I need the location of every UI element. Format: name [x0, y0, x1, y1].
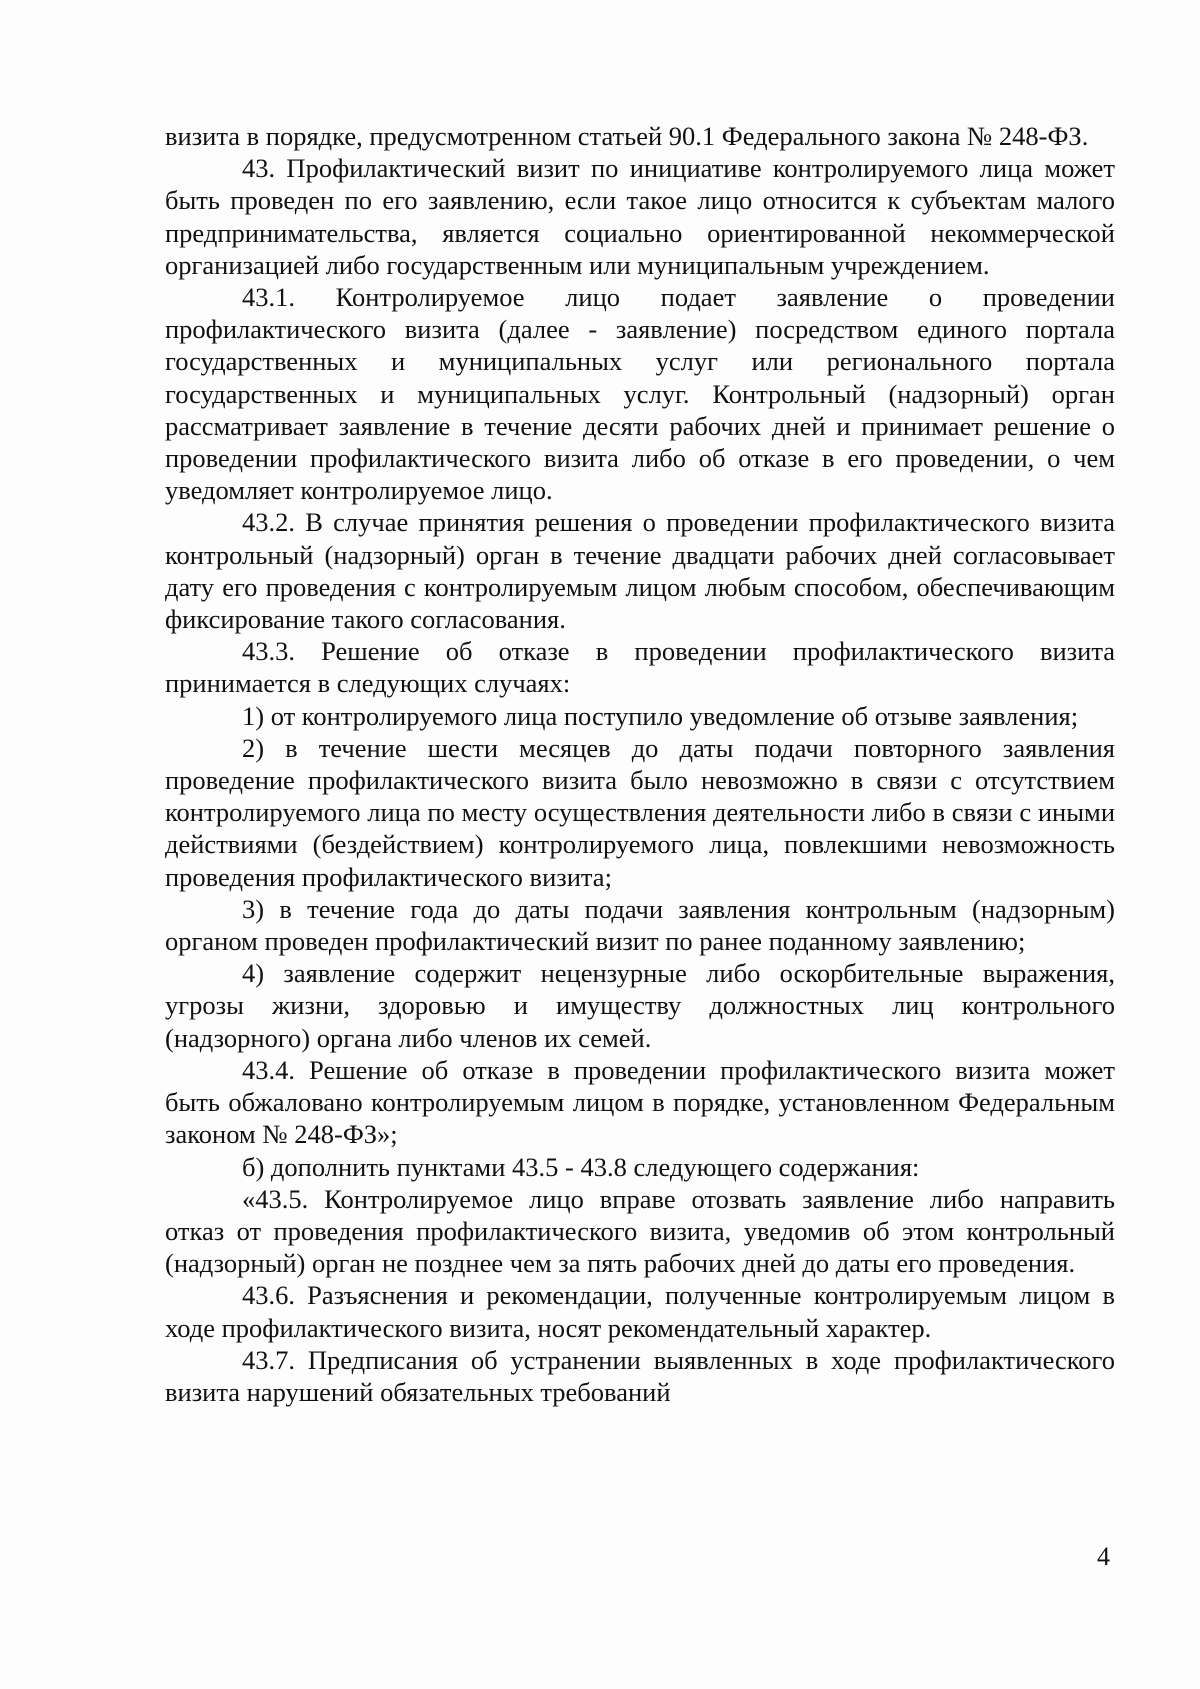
paragraph-43-7: 43.7. Предписания об устранении выявленных в ходе профилактического визита нарушений обязательных требований [165, 1344, 1115, 1407]
paragraph-continuation: визита в порядке, предусмотренном статьей 90.1 Федерального закона № 248-ФЗ. [165, 121, 1089, 151]
paragraph-43-2: 43.2. В случае принятия решения о проведении профилактического визита контрольный (надзорный) орган в течение двадцати рабочих дней согласовывает дату его проведения с контролируемым лицом любым способом, обеспечивающим фиксирование такого согласования. [165, 507, 1115, 635]
paragraph-43-3: 43.3. Решение об отказе в проведении профилактического визита принимается в следующих случаях: [165, 636, 1115, 699]
paragraph-43-4: 43.4. Решение об отказе в проведении профилактического визита может быть обжаловано контролируемым лицом в порядке, установленном Федеральным законом № 248-ФЗ»; [165, 1054, 1115, 1150]
page-number: 4 [1097, 1542, 1110, 1571]
paragraph-43-5: «43.5. Контролируемое лицо вправе отозвать заявление либо направить отказ от проведения профилактического визита, уведомив об этом контрольный (надзорный) орган не позднее чем за пять рабочих дней до даты его проведения. [165, 1183, 1115, 1279]
list-item-3: 3) в течение года до даты подачи заявления контрольным (надзорным) органом проведен профилактический визит по ранее поданному заявлению; [165, 893, 1115, 957]
paragraph-43-1: 43.1. Контролируемое лицо подает заявление о проведении профилактического визита (далее - заявление) посредством единого портала государственных и муниципальных услуг или регионального портала государственных и муниципальных услуг. Контрольный (надзорный) орган рассматривает заявление в течение десяти рабочих дней и принимает решение о проведении профилактического визита либо об отказе в его проведении, о чем уведомляет контролируемое лицо. [165, 282, 1115, 506]
paragraph-43-6: 43.6. Разъяснения и рекомендации, полученные контролируемым лицом в ходе профилактического визита, носят рекомендательный характер. [165, 1280, 1115, 1343]
paragraph-43: 43. Профилактический визит по инициативе контролируемого лица может быть проведен по его заявлению, если такое лицо относится к субъектам малого предпринимательства, является социально ориентированной некоммерческой организацией либо государственным или муниципальным учреждением. [165, 153, 1115, 280]
list-item-1: 1) от контролируемого лица поступило уведомление об отзыве заявления; [242, 700, 1079, 731]
list-item-2: 2) в течение шести месяцев до даты подачи повторного заявления проведение профилактического визита было невозможно в связи с отсутствием контролируемого лица по месту осуществления деятельности либо в связи с иными действиями (бездействием) контролируемого лица, повлекшими невозможность проведения профилактического визита; [165, 732, 1115, 892]
amendment-b: б) дополнить пунктами 43.5 - 43.8 следующего содержания: [242, 1151, 920, 1182]
document-body [165, 120, 1115, 1408]
list-item-4: 4) заявление содержит нецензурные либо оскорбительные выражения, угрозы жизни, здоровью и имуществу должностных лиц контрольного (надзорного) органа либо членов их семей. [165, 958, 1115, 1053]
